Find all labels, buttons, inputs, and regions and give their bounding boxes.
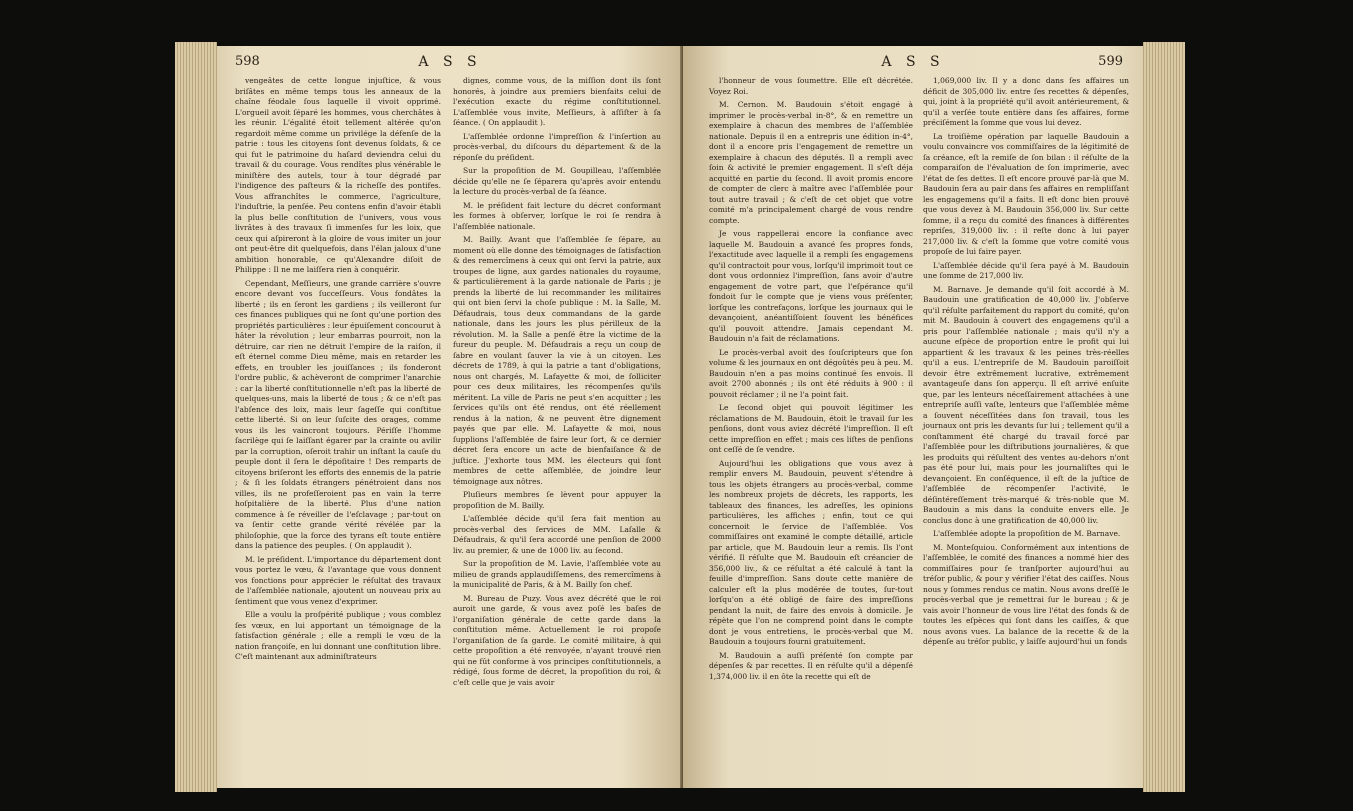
paragraph: L'aſſemblée ordonne l'impreſſion & l'inſertion au procès-verbal, du diſcours du département & de la réponſe du préſident. (453, 131, 661, 162)
paragraph: M. Barnave. Je demande qu'il ſoit accordé à M. Baudouin une gratification de 40,000 liv. J'obſerve qu'il réſulte parfaitement du rapport du comité, qu'on mit M. Baudouin à couvert des engagemens qu'il a pris pour l'aſſemblée nationale ; mais qu'il n'y a aucune eſpèce de proportion entre le profit qui lui appartient & les travaux & les peines très-réelles qu'il a eus. L'entrepriſe de M. Baudouin paroiſſoit devoir être extrêmement lucrative, extrêmement avantageuſe dans ſon apperçu. Il eſt arrivé enſuite que, par les lenteurs néceſſairement attachées à une entrepriſe auſſi vaſte, lenteurs que l'aſſemblée même a ſouvent néceſſitées dans ſon travail, tous les journaux ont pris les devants ſur lui ; tellement qu'il a conſtamment été chargé du travail forcé par l'aſſemblée pour les diſtributions journalières, & que les produits qui réſultent des ventes au-dehors n'ont pas été pour lui, mais pour les journaliſtes qui le devançoient. En conſéquence, il eſt de la juſtice de l'aſſemblée de récompenſer l'activité, le déſintéreſſement très-marqué & très-noble que M. Baudouin a mis dans la conduite envers elle. Je conclus donc à une gratification de 40,000 liv. (923, 284, 1129, 525)
paragraph: Cependant, Meſſieurs, une grande carrière s'ouvre encore devant vos ſucceſſeurs. Vous fondâtes la liberté ; ils en ſeront les gardiens ; ils veilleront ſur ces finances publiques qui ne ſont qu'une portion des propriétés particulières : leur épuiſement concourut à hâter la révolution ; leur embarras pourroit, non la détruire, car rien ne détruit l'empire de la raiſon, il eſt éternel comme Dieu même, mais en retarder les effets, en troubler les jouiſſances ; ils fonderont l'ordre public, & achèveront de comprimer l'anarchie : car la liberté conſtitutionnelle n'eſt pas la liberté de quelques-uns, mais la liberté de tous ; & ce n'eſt pas l'abſence des loix, mais leur ſageſſe qui conſtitue cette liberté. Si on leur ſuſcite des orages, comme vous ils les vaincront toujours. Périſſe l'homme ſacrilège qui ſe laiſſant égarer par la crainte ou avilir par la corruption, oſeroit trahir un inſtant la cauſe du peuple dont il ſera le dépoſitaire ! Des remparts de citoyens briſeront les efforts des ennemis de la patrie ; & ſi les ſoldats étrangers pénétroient dans nos villes, ils ne profeſſeroient pas en vain la terre hoſpitalière de la liberté. Plus d'une nation commence à ſe réveiller de l'eſclavage ; par-tout on va ſentir cette grande vérité révélée par la philoſophie, que la force des tyrans eſt toute entière dans la patience des peuples. ( On applaudit ). (235, 278, 441, 550)
paragraph: M. Baudouin a auſſi préſenté ſon compte par dépenſes & par recettes. Il en réſulte qu'il a dépenſé 1,374,000 liv. il en ôte la recette qui eſt de (709, 650, 913, 681)
paragraph: Le procès-verbal avoit des ſouſcripteurs que ſon volume & les journaux en ont dégoûtés peu à peu. M. Baudouin n'en a pas moins continué ſes envois. Il avoit 2700 abonnés ; ils ont été réduits à 900 : il pouvoit réclamer ; il ne l'a point fait. (709, 347, 913, 399)
right-page-edges (1143, 42, 1185, 792)
paragraph: Sur la propoſition de M. Lavie, l'aſſemblée vote au milieu de grands applaudiſſemens, des remercîmens à la municipalité de Paris, & à M. Bailly ſon chef. (453, 559, 661, 589)
paragraph: Aujourd'hui les obligations que vous avez à remplir envers M. Baudouin, peuvent s'étendre à tous les objets étrangers au procès-verbal, comme les nombreux projets de décrets, les rapports, les tableaux des finances, les adreſſes, les opinions particulières, les affiches ; enfin, tout ce qui concernoit le ſervice de l'aſſemblée. Vos commiſſaires ont examiné le compte détaillé, article par article, que M. Baudouin leur a remis. Ils l'ont vérifié. Il réſulte que M. Baudouin eſt créancier de 356,000 liv., & ce réſultat a été calculé à tant la feuille d'impreſſion. Sans doute cette manière de calculer eſt la plus modérée de toutes, ſur-tout lorſqu'on a été obligé de faire des impreſſions pendant la nuit, de faire des envois à domicile. Je répète que l'on ne comprend point dans le compte dont je vous entretiens, le procès-verbal que M. Baudouin a toujours fourni gratuitement. (709, 458, 913, 646)
left-column-2 (453, 76, 661, 691)
paragraph: M. le préſident. L'importance du département dont vous portez le vœu, & l'avantage que vous donnent vos fonctions pour apprécier le réſultat des travaux de l'aſſemblée nationale, ajoutent un nouveau prix au ſentiment que vous venez d'exprimer. (235, 554, 441, 606)
left-page (217, 46, 683, 788)
paragraph: M. Bailly. Avant que l'aſſemblée ſe ſépare, au moment où elle donne des témoignages de ſatisfaction & des remercîmens à ceux qui ont ſervi la patrie, aux troupes de ligne, aux gardes nationales du royaume, & particulièrement à la garde nationale de Paris ; je prends la liberté de lui recommander les militaires qui ont bien ſervi la choſe publique : M. la Salle, M. Défaudrais, tous deux commandans de la garde nationale, dans les jours les plus périlleux de la révolution. M. la Salle a penſé être la victime de la fureur du peuple. M. Défaudrais a reçu un coup de ſabre en voulant ſauver la vie à un citoyen. Les décrets de 1789, à qui la patrie a tant d'obligations, nous ont chargés, M. Lafayette & moi, de ſolliciter pour ces deux militaires, les récompenſes qu'ils méritent. La ville de Paris ne peut s'en acquitter ; les ſervices qu'ils ont été rendus, ont été réellement rendus à la nation, & ne peuvent être dignement payés que par elle. M. Lafayette & moi, nous ſupplions l'aſſemblée de faire leur ſort, & ce dernier décret ſera encore un acte de bienfaiſance & de juſtice. J'exhorte tous MM. les électeurs qui ſont membres de cette aſſemblée, de joindre leur témoignage aux nôtres. (453, 235, 661, 486)
paragraph: M. Bureau de Puzy. Vous avez décrété que le roi auroit une garde, & vous avez poſé les baſes de l'organiſation générale de cette garde dans la conſtitution même. Actuellement le roi propoſe l'organiſation de ſa garde. Le comité militaire, à qui cette propoſition a été renvoyée, n'ayant trouvé rien qui ne fût conforme à vos principes conſtitutionnels, a rédigé, ſous forme de décret, la propoſition du roi, & c'eſt celle que je vais avoir (453, 593, 661, 687)
paragraph: Pluſieurs membres ſe lèvent pour appuyer la propoſition de M. Bailly. (453, 490, 661, 510)
paragraph: M. Cernon. M. Baudouin s'étoit engagé à imprimer le procès-verbal in-8°, & en remettre un exemplaire à chacun des membres de l'aſſemblée nationale. Depuis il en a entrepris une édition in-4°, dont il a encore pris l'engagement de remettre un exemplaire à chacun des députés. Il a rempli avec ſoin & activité le premier engagement. Il s'eſt déja acquitté en partie du ſecond. Il avoit promis encore de compter de clerc à maître avec l'aſſemblée pour tout autre travail ; & c'eſt de cet objet que votre comité m'a principalement chargé de vous rendre compte. (709, 100, 913, 225)
right-running-head (683, 54, 1143, 72)
right-page (683, 46, 1143, 788)
paragraph: Sur la propoſition de M. Goupilleau, l'aſſemblée décide qu'elle ne ſe ſéparera qu'après avoir entendu la lecture du procès-verbal de ſa ſéance. (453, 166, 661, 196)
paragraph: dignes, comme vous, de la miſſion dont ils ſont honorés, à joindre aux premiers bienfaits celui de l'exécution exacte du régime conſtitutionnel. L'aſſemblée vous invite, Meſſieurs, à aſſiſter à ſa ſéance. ( On applaudit ). (453, 76, 661, 127)
right-column-2 (923, 76, 1129, 651)
right-column-1 (709, 76, 913, 685)
left-page-number: 598 (235, 54, 260, 69)
left-running-head (217, 54, 683, 72)
left-running-title: A S S (418, 54, 482, 70)
paragraph: Elle a voulu la proſpérité publique ; vous comblez ſes vœux, en lui apportant un témoignage de la ſatisfaction générale ; elle a rempli le vœu de la nation françoiſe, en lui donnant une conſtitution libre. C'eſt maintenant aux adminiſtrateurs (235, 610, 441, 661)
paragraph: Je vous rappellerai encore la confiance avec laquelle M. Baudouin a avancé ſes propres fonds, l'exactitude avec laquelle il a rempli ſes engagemens qu'il contractoit pour vous, lorſqu'il imprimoit tout ce dont vous ordonniez l'impreſſion, ſans avoir d'autre engagement de votre part, que l'eſpérance qu'il fondoit ſur le compte que je viens vous préſenter, lorſque les contrefaçons, lorſque les journaux qui le devançoient, anéantiſſoient ſouvent les bénéfices qu'il pouvoit attendre. Jamais cependant M. Baudouin n'a fait de réclamations. (709, 229, 913, 343)
paragraph: 1,069,000 liv. Il y a donc dans ſes affaires un déficit de 305,000 liv. entre ſes recettes & dépenſes, qui, joint à la propriété qu'il avoit antérieurement, & qu'il a verſée toute entière dans ſes affaires, forme préciſément la ſomme que vous lui devez. (923, 76, 1129, 127)
paragraph: Le ſecond objet qui pouvoit légitimer les réclamations de M. Baudouin, étoit le travail ſur les penſions, dont vous aviez décrété l'impreſſion. Il eſt cette impreſſion en effet ; mais ces liſtes de penſions ont ceſſé de ſe vendre. (709, 403, 913, 454)
paragraph: L'aſſemblée décide qu'il ſera fait mention au procès-verbal des ſervices de MM. Laſalle & Défaudrais, & qu'il ſera accordé une penſion de 2000 liv. au premier, & une de 1000 liv. au ſecond. (453, 514, 661, 555)
paragraph: M. Monteſquiou. Conformément aux intentions de l'aſſemblée, le comité des finances a nommé hier des commiſſaires pour ſe tranſporter aujourd'hui au tréſor public, & pour y vérifier l'état des caiſſes. Nous nous y ſommes rendus ce matin. Nous avons dreſſé le procès-verbal que je remettrai ſur le bureau ; & je vais avoir l'honneur de vous lire l'état des fonds & de toutes les eſpèces qui ſont dans les caiſſes, & que nous avons vues. La balance de la recette & de la dépenſe au tréſor public, y laiſſe aujourd'hui un fonds (923, 542, 1129, 646)
right-page-number: 599 (1098, 54, 1123, 69)
left-page-edges (175, 42, 217, 792)
paragraph: L'aſſemblée adopte la propoſition de M. Barnave. (933, 529, 1121, 538)
paragraph: vengeâtes de cette longue injuſtice, & vous briſâtes en même temps tous les anneaux de la chaîne féodale ſous laquelle il vivoit opprimé. L'orgueil avoit ſéparé les hommes, vous cherchâtes à les réunir. L'égalité étoit tellement altérée qu'on regardoit même comme un privilége la défenſe de la patrie : tous les citoyens ſont devenus ſoldats, & ce qui fut le patrimoine du haſard deviendra celui du travail & du courage. Vous rendîtes plus vénérable le miniſtère des autels, tour à tour dégradé par l'indigence des paſteurs & la richeſſe des pontifes. Vous affranchîtes le commerce, l'agriculture, l'induſtrie, la penſée. Peu contens enfin d'avoir établi la plus belle conſtitution de l'univers, vous vous livrâtes à des travaux ſi immenſes ſur les loix, que ceux qui aſpireront à la gloire de vous imiter un jour ont peut-être dit quelquefois, dans l'élan jaloux d'une ambition honorable, ce qu'Alexandre diſoit de Philippe : Il ne me laiſſera rien à conquérir. (235, 76, 441, 274)
paragraph: M. le préſident fait lecture du décret conformant les formes à obſerver, lorſque le roi ſe rendra à l'aſſemblée nationale. (453, 200, 661, 231)
paragraph: La troiſième opération par laquelle Baudouin a voulu convaincre vos commiſſaires de la légitimité de ſa créance, eſt la remiſe de ſon bilan : il réſulte de la comparaiſon de l'évaluation de ſon imprimerie, avec l'état de ſes dettes. Il eſt encore prouvé par-là que M. Baudouin ſera au pair dans ſes affaires en rempliſſant les engagemens qu'il a faits. Il eſt donc bien prouvé que vous devez à M. Baudouin 356,000 liv. Sur cette ſomme, il a reçu du comité des finances à différentes repriſes, 319,000 liv. : il reſte donc à lui payer 217,000 liv. & c'eſt la ſomme que votre comité vous propoſe de lui faire payer. (923, 131, 1129, 256)
paragraph: L'aſſemblée décide qu'il ſera payé à M. Baudouin une ſomme de 217,000 liv. (923, 260, 1129, 280)
right-running-title: A S S (881, 54, 945, 70)
open-book (175, 8, 1185, 798)
paragraph: l'honneur de vous ſoumettre. Elle eſt décrétée. Voyez Roi. (709, 76, 913, 96)
left-column-1 (235, 76, 441, 666)
